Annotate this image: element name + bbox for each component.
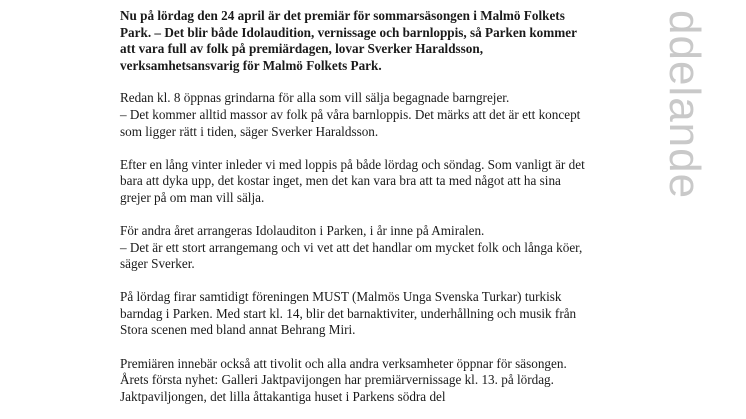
paragraph-line: På lördag firar samtidigt föreningen MUST (Malmös Unga Svenska Turkar) turkisk barndag i Parken. Med start kl. 14, blir det barnaktiviter, underhållning och musik från Stora scenen med bland annat Behrang Miri. xyxy=(120,289,577,338)
paragraph-line: – Det är ett stort arrangemang och vi vet att det handlar om mycket folk och långa köer, säger Sverker. xyxy=(120,239,583,272)
side-label: ddelande xyxy=(660,10,709,200)
paragraph-line: För andra året arrangeras Idolauditon i Parken, i år inne på Amiralen. xyxy=(120,222,485,238)
paragraph-4 xyxy=(120,289,590,339)
lead-paragraph: Nu på lördag den 24 april är det premiär för sommarsäsongen i Malmö Folkets Park. – Det blir både Idolaudition, vernissage och barnloppis, så Parken kommer att vara full av folk på premiärdagen, lovar Sverker Haraldsson, verksamhetsansvarig för Malmö Folkets Park. xyxy=(120,8,577,73)
paragraph-3 xyxy=(120,223,590,273)
press-release-body xyxy=(120,8,590,405)
paragraph-1 xyxy=(120,90,590,140)
paragraph-5 xyxy=(120,356,590,406)
paragraph-line: Redan kl. 8 öppnas grindarna för alla som vill sälja begagnade barngrejer. xyxy=(120,90,510,106)
paragraph-line: – Det kommer alltid massor av folk på våra barnloppis. Det märks att det är ett koncept som ligger rätt i tiden, säger Sverker Haraldsson. xyxy=(120,106,581,139)
paragraph-line: Efter en lång vinter inleder vi med loppis på både lördag och söndag. Som vanligt är det bara att dyka upp, det kostar inget, men det kan vara bra att ta med något att ha sina grejer på om man vill sälja. xyxy=(120,156,585,205)
paragraph-2 xyxy=(120,157,590,207)
paragraph-line: Premiären innebär också att tivolit och alla andra verksamheter öppnar för säsongen. Årets första nyhet: Galleri Jaktpavijongen har premiärvernissage kl. 13. på lördag. Jaktpaviljongen, det lilla åttakantiga huset i Parkens södra del xyxy=(120,355,567,404)
